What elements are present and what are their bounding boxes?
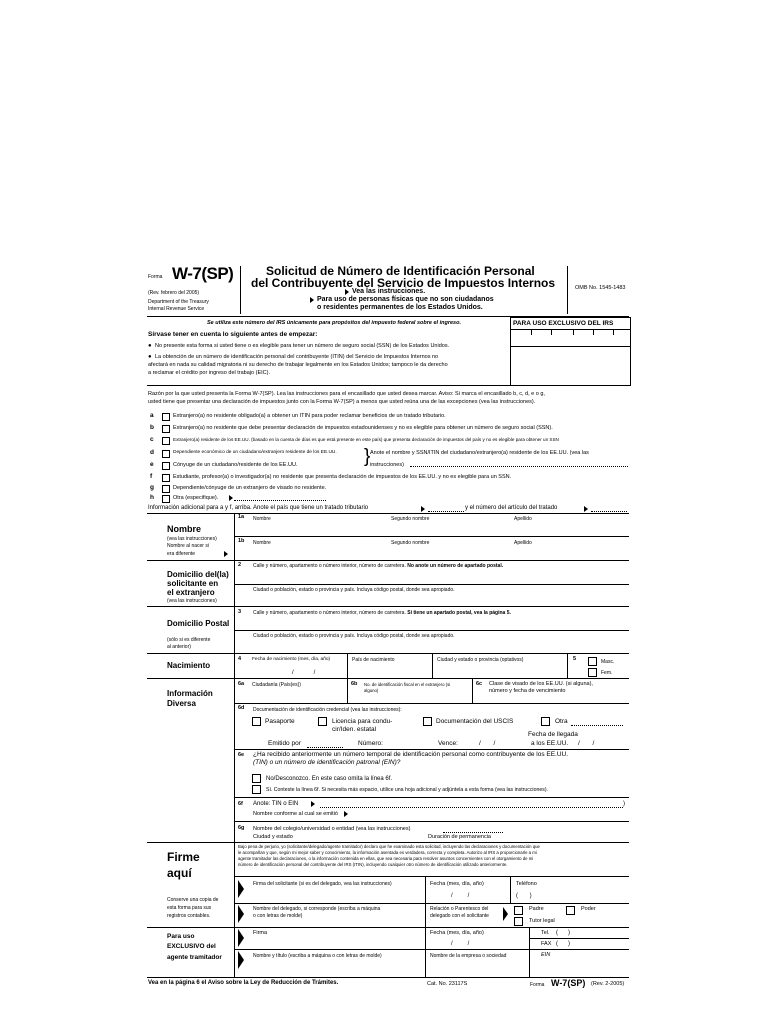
delegate-name-label-2: o con letras de molde) <box>253 913 303 919</box>
line-6e: 6e <box>238 752 245 758</box>
guardian-checkbox[interactable] <box>514 917 523 926</box>
irs-use-notice: Se utiliza este número del IRS únicamente para propósitos del impuesto federal sobre el ingreso. <box>207 320 461 326</box>
foreign-city-label: Ciudad o población, estado o provincia y país. Incluya código postal, donde sea apropiado. <box>253 587 455 593</box>
agent-company-label: Nombre de la empresa o sociedad <box>430 953 507 959</box>
prior-tin-question: ¿Ha recibido anteriormente un número temporal de identificación personal como contribuyente de los EE.UU. <box>253 751 569 758</box>
forma-label: Forma <box>148 274 163 280</box>
audience-line2: o residentes permanentes de los Estados Unidos. <box>317 304 483 311</box>
footer-forma: Forma <box>530 982 545 988</box>
college-city-label: Ciudad y estado <box>253 834 293 840</box>
agent-section-label-2: EXCLUSIVO del <box>167 943 216 950</box>
if-different-label: era diferente <box>167 551 196 557</box>
audience-line1: Para uso de personas físicas que no son ciudadanos <box>317 296 494 303</box>
irs-use-box <box>510 317 631 386</box>
doc-number-label: Número: <box>358 740 383 747</box>
issued-name-label: Nombre conforme al cual se emitió <box>253 811 338 817</box>
keep-copy-2: esta forma para sus <box>167 905 212 911</box>
phone-input[interactable] <box>514 890 627 901</box>
birth-last-name-label: Apellido <box>514 540 532 546</box>
visa-label: Clase de visado de los EE.UU. (si alguna), <box>489 681 593 687</box>
agent-company-field[interactable] <box>428 960 526 972</box>
agent-signature-field[interactable] <box>252 937 422 947</box>
delegate-relationship-label-2: delegado con el solicitante <box>430 913 489 919</box>
duration-label: Duración de permanencia <box>428 834 491 840</box>
first-name-label: Nombre <box>253 516 271 522</box>
name-see-instructions: (vea las instrucciones) <box>167 536 217 542</box>
birth-name-label: Nombre al nacer si <box>167 543 209 549</box>
citizenship-input[interactable] <box>250 689 345 701</box>
reason-intro-1: Razón por la que usted presenta la Forma W-7(SP). Lea las instrucciones para el encasillado que usted desea marcar. Aviso: Si marca el encasillado b, c, d, e o g, <box>148 391 545 397</box>
line-3: 3 <box>238 609 242 615</box>
delegate-relationship-label: Relación o Parentesco del <box>430 906 489 912</box>
other-doc-label: Otra <box>555 718 568 725</box>
other-info-label-2: Diversa <box>167 699 196 708</box>
agent-name-title-field[interactable] <box>252 960 422 972</box>
birth-first-name-label: Nombre <box>253 540 271 546</box>
passport-checkbox[interactable] <box>252 717 261 726</box>
doc-number-field[interactable] <box>386 740 436 748</box>
issued-by-field[interactable] <box>307 747 343 748</box>
keep-copy-3: registros contables. <box>167 913 211 919</box>
reason-c-checkbox[interactable] <box>162 437 170 445</box>
delegate-arrow-icon <box>238 905 244 923</box>
department: Department of the Treasury <box>148 299 209 305</box>
perjury-statement-2: le acompañan y que, según mi mejor saber y conocimiento, la información asentada es verdadera, correcta y completa. Autorizo al IRS a proporcionarle a mi <box>238 850 537 855</box>
other-info-label-1: Información <box>167 689 213 698</box>
drivers-license-label-2: cir/Iden. estatal <box>332 726 377 733</box>
foreign-city-input[interactable] <box>250 594 628 604</box>
college-field[interactable] <box>443 832 503 833</box>
id-docs-label: Documentación de identificación credencial (vea las instrucciones): <box>253 707 402 713</box>
other-doc-checkbox[interactable] <box>541 717 550 726</box>
foreign-address-label-2: solicitante en <box>167 579 219 588</box>
mailing-street-label: Calle y número, apartamento o número interior, número de carretera. Si tiene un apartado postal, vea la página 5. <box>253 610 511 616</box>
foreign-address-label-3: el extranjero <box>167 588 215 597</box>
male-checkbox[interactable] <box>588 657 597 666</box>
other-specify-field[interactable] <box>234 500 326 501</box>
mailing-if-different-1: (sólo si es diferente <box>167 637 211 643</box>
foreign-tax-id-label-2: alguno) <box>364 688 379 693</box>
footer-revision: (Rev. 2-2005) <box>591 981 625 987</box>
line-2: 2 <box>238 562 242 568</box>
college-label: Nombre del colegio/universidad o entidad (vea las instrucciones) <box>253 826 411 832</box>
line-5: 5 <box>573 656 577 662</box>
sign-arrow-icon <box>238 880 244 898</box>
dependent-spouse-field[interactable] <box>410 466 628 467</box>
mailing-city-label: Ciudad o población, estado o provincia y país. Incluya código postal, donde sea apropiado. <box>253 633 455 639</box>
bullet-itin-3: a reclamar el crédito por ingreso del trabajo (EIC). <box>148 370 270 376</box>
line-4: 4 <box>238 656 242 662</box>
foreign-address-label-1: Domicilio del(la) <box>167 570 229 579</box>
line-6g: 6g <box>238 825 245 831</box>
reason-f-checkbox[interactable] <box>162 474 170 482</box>
agent-tel-label: Tel. <box>541 930 550 936</box>
treaty-country-field[interactable] <box>428 511 464 512</box>
foreign-address-instructions: (vea las instrucciones) <box>167 598 217 604</box>
footer-form-number: W-7(SP) <box>551 978 586 988</box>
foreign-tax-id-label: No. de identificación fiscal en el extranjero (si <box>364 682 451 687</box>
last-name-label: Apellido <box>514 516 532 522</box>
delegate-name-label: Nombre del delegado, si corresponde (escriba a máquina <box>253 906 381 912</box>
uscis-checkbox[interactable] <box>423 717 432 726</box>
additional-info-label: Información adicional para a y f, arriba. Anote el país que tiene un tratado tributario <box>148 505 369 511</box>
perjury-statement-3: agente tramitador las declaraciones, o la información contenida en ellas, que sea necesaria para resolver asuntos concernientes con el otorgamiento de mi <box>238 856 534 861</box>
agency: Internal Revenue Service <box>148 306 205 312</box>
mailing-address-label: Domicilio Postal <box>167 619 230 628</box>
line-6d: 6d <box>238 705 245 711</box>
tin-ein-field[interactable] <box>320 807 623 808</box>
revision-date: (Rev. febrero del 2005) <box>148 290 200 296</box>
perjury-statement-1: Bajo pena de perjurio, yo (solicitante/delegado/agente tramitador) declaro que he examinado esta solicitud, incluyendo las declaraciones y documentación que <box>238 844 540 849</box>
dob-label: Fecha de nacimiento (mes, día, año) <box>252 657 331 662</box>
reason-e-checkbox[interactable] <box>162 462 170 470</box>
agent-section-label-1: Para uso <box>167 933 195 940</box>
signature-date-label: Fecha (mes, día, año) <box>430 881 484 887</box>
applicant-signature-label: Firma del solicitante (si es del delegado, vea las instrucciones) <box>253 881 392 887</box>
relationship-arrow-icon <box>503 907 508 921</box>
passport-label: Pasaporte <box>265 718 295 725</box>
form-number: W-7(SP) <box>172 264 234 283</box>
agent-signature-label: Firma <box>253 930 268 936</box>
reason-g-checkbox[interactable] <box>162 485 170 493</box>
irs-use-box-title: PARA USO EXCLUSIVO DEL IRS <box>513 320 614 327</box>
prior-tin-question-2: (TIN) o un número de identificación patronal (EIN)? <box>253 759 401 766</box>
reason-b-checkbox[interactable] <box>162 425 170 433</box>
uscis-label: Documentación del USCIS <box>436 718 514 725</box>
mailing-city-input[interactable] <box>250 640 628 651</box>
see-instructions: Vea las instrucciones. <box>352 288 426 295</box>
birth-city-input[interactable] <box>435 664 565 676</box>
birth-country-label: País de nacimiento <box>352 657 395 663</box>
mailing-if-different-2: al anterior) <box>167 644 191 650</box>
birth-middle-name-label: Segundo nombre <box>391 540 430 546</box>
foreign-street-label: Calle y número, apartamento o número interior, número de carretera. No anote un número de apartado postal. <box>253 563 504 569</box>
visa-input[interactable] <box>475 695 627 702</box>
agent-name-title-label: Nombre y título (escriba a máquina o con letras de molde) <box>253 953 382 959</box>
keep-copy-1: Conserve una copia de <box>167 897 219 903</box>
paperwork-notice: Vea en la página 6 el Aviso sobre la Ley de Reducción de Trámites. <box>148 980 339 986</box>
reason-intro-2: usted tiene que presentar una declaración de impuestos junto con la Forma W-7(SP) a menos que usted reúna una de las excepciones (vea las instrucciones). <box>148 399 536 405</box>
issued-name-field[interactable] <box>352 815 622 816</box>
visa-label-2: número y fecha de vencimiento <box>489 688 566 694</box>
drivers-license-label: Licencia para condu- <box>332 718 393 725</box>
sign-here-label-2: aquí <box>167 866 192 880</box>
power-of-attorney-label: Poder <box>581 906 596 912</box>
form-title-line1: Solicitud de Número de Identificación Personal <box>266 264 535 278</box>
line-6c: 6c <box>476 681 483 687</box>
male-label: Masc. <box>601 659 615 665</box>
line-6a: 6a <box>238 681 245 687</box>
prior-tin-yes-label: Sí. Conteste la línea 6f. Si necesita más espacio, utilice una hoja adicional y adjúntela a esta forma (vea las instrucciones). <box>266 787 549 793</box>
delegate-name-field[interactable] <box>252 919 422 925</box>
agent-fax-label: FAX <box>541 941 552 947</box>
birth-city-label: Ciudad y estado o provincia (optativos) <box>437 657 524 663</box>
line-6f: 6f <box>238 801 243 807</box>
applicant-signature-field[interactable] <box>252 888 422 898</box>
phone-label: Teléfono <box>516 881 537 887</box>
citizenship-label: Ciudadanía (País(es)) <box>252 682 301 688</box>
issued-by-label: Emitido por <box>268 740 301 747</box>
birth-country-input[interactable] <box>350 664 428 676</box>
line-6b: 6b <box>351 681 358 687</box>
form-title-line2: del Contribuyente del Servicio de Impuestos Internos <box>251 276 556 290</box>
arrival-date-label-2: a los EE.UU. <box>531 740 569 747</box>
omb-number: OMB No. 1545-1483 <box>575 285 626 291</box>
female-checkbox[interactable] <box>588 668 597 677</box>
catalog-number: Cat. No. 23117S <box>427 981 468 987</box>
guardian-label: Tutor legal <box>529 918 555 924</box>
name-section-label: Nombre <box>167 524 202 534</box>
agent-section-label-3: agente tramitador <box>167 954 222 961</box>
reason-d-checkbox[interactable] <box>162 450 170 458</box>
mailing-street-input[interactable] <box>250 617 628 628</box>
prior-tin-no-label: No/Desconozco. En este caso omita la línea 6f. <box>266 776 393 782</box>
name-1a-input[interactable] <box>250 522 628 535</box>
line-1b: 1b <box>238 538 245 544</box>
parent-label: Padre <box>529 906 544 912</box>
bullet-itin-2: afectará en nada su calidad migratoria ni su derecho de trabajar legalmente en los Estados Unidos; tampoco le da derecho <box>148 362 448 368</box>
arrival-date-label: Fecha de llegada <box>528 731 578 738</box>
agent-ein-label: EIN <box>541 952 551 958</box>
bullet-ssn: No presente esta forma si usted tiene o es elegible para tener un número de seguro social (SSN) de los Estados Unidos. <box>155 343 450 349</box>
drivers-license-checkbox[interactable] <box>318 717 327 726</box>
treaty-article-label: y el número del artículo del tratado <box>465 505 558 511</box>
before-you-begin: Sírvase tener en cuenta lo siguiente antes de empezar: <box>148 331 318 338</box>
power-of-attorney-checkbox[interactable] <box>566 906 575 915</box>
agent-ein-field[interactable] <box>532 960 627 972</box>
foreign-street-input[interactable] <box>250 570 628 582</box>
dependent-spouse-note: Anote el nombre y SSN/ITIN del ciudadano/extranjero(a) residente de los EE.UU. (vea las <box>370 450 589 456</box>
birth-section-label: Nacimiento <box>167 661 211 670</box>
sign-here-label: Firme <box>167 850 200 864</box>
tin-ein-label: Anote: TIN o EIN <box>253 801 299 807</box>
prior-tin-no-checkbox[interactable] <box>252 774 261 783</box>
dependent-spouse-note-2: instrucciones) <box>370 462 404 468</box>
expires-label: Vence: <box>438 740 458 747</box>
reason-a-checkbox[interactable] <box>162 413 170 421</box>
bullet-itin-1: La obtención de un número de identificación personal del contribuyente (ITIN) del Servicio de Impuestos Internos no <box>155 354 439 360</box>
other-doc-field[interactable] <box>571 725 623 726</box>
line-1a: 1a <box>238 514 245 520</box>
middle-name-label: Segundo nombre <box>391 516 430 522</box>
foreign-tax-id-input[interactable] <box>350 694 470 702</box>
dob-input[interactable] <box>250 664 345 676</box>
female-label: Fem. <box>601 670 613 676</box>
agent-name-arrow-icon <box>238 951 244 969</box>
treaty-article-field[interactable] <box>591 511 627 512</box>
agent-date-label: Fecha (mes, día, año) <box>430 930 484 936</box>
perjury-statement-4: número de identificación personal del contribuyente del IRS (ITIN), incluyendo cualquier otro número de identificación utilizado anteriormente. <box>238 862 508 867</box>
parent-checkbox[interactable] <box>514 906 523 915</box>
prior-tin-yes-checkbox[interactable] <box>252 785 261 794</box>
reason-h-checkbox[interactable] <box>162 495 170 503</box>
agent-sign-arrow-icon <box>238 929 244 947</box>
name-1b-input[interactable] <box>250 547 628 559</box>
